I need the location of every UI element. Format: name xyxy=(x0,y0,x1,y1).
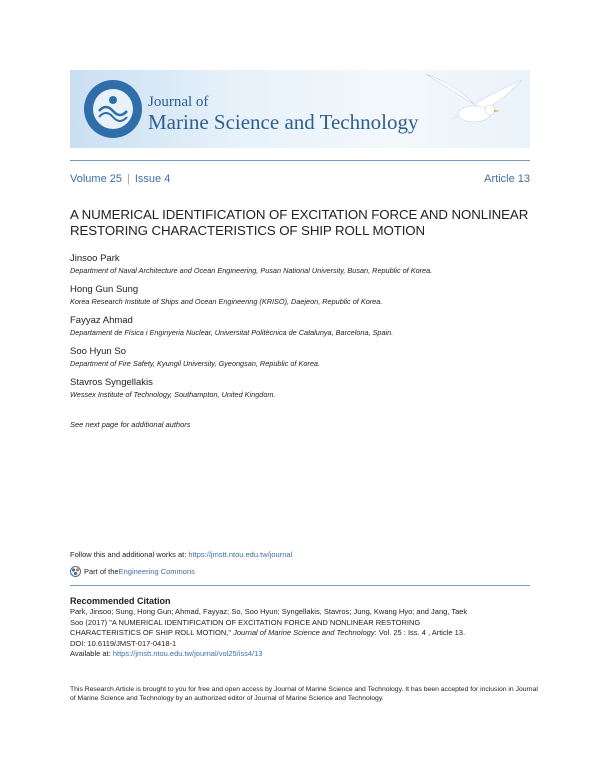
journal-name: Marine Science and Technology xyxy=(148,110,419,134)
author-block xyxy=(70,346,320,368)
author-name: Fayyaz Ahmad xyxy=(70,315,133,326)
citation-divider xyxy=(70,585,530,586)
part-of-line xyxy=(70,566,195,577)
author-block xyxy=(70,284,382,306)
author-block xyxy=(70,315,393,337)
author-name: Jinsoo Park xyxy=(70,253,120,264)
part-of-prefix: Part of the xyxy=(84,567,119,576)
follow-prefix: Follow this and additional works at: xyxy=(70,550,189,559)
additional-authors-note: See next page for additional authors xyxy=(70,420,191,429)
follow-link[interactable]: https://jmstt.ntou.edu.tw/journal xyxy=(188,550,293,559)
author-affiliation: Department of Fire Safety, Kyungil University, Gyeongsan, Republic of Korea. xyxy=(70,359,320,368)
journal-seal-logo xyxy=(82,78,144,140)
footer-note: This Research Article is brought to you for free and open access by Journal of Marine Science and Technology. It has been accepted for inclusion in Journal of Marine Science and Technology by an authorized editor of Journal of Marine Science and Technology. xyxy=(70,686,538,702)
citation-heading: Recommended Citation xyxy=(70,596,171,606)
citation-journal: Journal of Marine Science and Technology xyxy=(233,628,375,637)
author-affiliation: Wessex Institute of Technology, Southampton, United Kingdom. xyxy=(70,390,276,399)
journal-of-text: Journal of xyxy=(148,94,209,110)
issue-link[interactable]: Issue 4 xyxy=(134,173,171,185)
article-title: A NUMERICAL IDENTIFICATION OF EXCITATION FORCE AND NONLINEAR RESTORING CHARACTERISTICS OF SHIP ROLL MOTION xyxy=(70,207,529,238)
author-name: Stavros Syngellakis xyxy=(70,377,153,388)
commons-network-icon xyxy=(70,566,81,577)
article-number: Article 13 xyxy=(484,173,530,185)
author-name: Hong Gun Sung xyxy=(70,284,139,295)
volume-issue: Volume 25 | Issue 4 xyxy=(70,173,171,185)
seagull-image xyxy=(418,70,530,148)
author-affiliation: Departament de Física i Enginyeria Nuclear, Universitat Politècnica de Catalunya, Barcelona, Spain. xyxy=(70,328,394,337)
author-name: Soo Hyun So xyxy=(70,346,126,357)
citation-available xyxy=(70,649,530,660)
citation-body xyxy=(70,607,530,660)
journal-banner xyxy=(70,70,530,148)
author-block xyxy=(70,377,276,399)
citation-text: : Vol. 25 : Iss. 4 , Article 13. xyxy=(374,628,466,637)
engineering-commons-link[interactable]: Engineering Commons xyxy=(118,567,195,576)
citation-line xyxy=(70,628,530,639)
top-divider xyxy=(70,160,530,161)
volume-link[interactable]: Volume 25 xyxy=(70,173,122,185)
available-prefix: Available at: xyxy=(70,649,113,658)
author-affiliation: Korea Research Institute of Ships and Ocean Engineering (KRISO), Daejeon, Republic of Korea. xyxy=(70,297,383,306)
author-block xyxy=(70,253,432,275)
citation-line: Park, Jinsoo; Sung, Hong Gun; Ahmad, Fayyaz; So, Soo Hyun; Syngellakis, Stavros; Jung, Kwang Hyo; and Jang, Taek xyxy=(70,607,468,616)
citation-text: CHARACTERISTICS OF SHIP ROLL MOTION," xyxy=(70,628,234,637)
author-affiliation: Department of Naval Architecture and Ocean Engineering, Pusan National University, Busan, Republic of Korea. xyxy=(70,266,433,275)
follow-line xyxy=(70,550,292,559)
citation-line: Soo (2017) "A NUMERICAL IDENTIFICATION OF EXCITATION FORCE AND NONLINEAR RESTORING xyxy=(70,617,421,627)
citation-doi: DOI: 10.6119/JMST-017-0418-1 xyxy=(70,638,177,648)
available-link[interactable]: https://jmstt.ntou.edu.tw/journal/vol25/iss4/13 xyxy=(112,649,263,658)
